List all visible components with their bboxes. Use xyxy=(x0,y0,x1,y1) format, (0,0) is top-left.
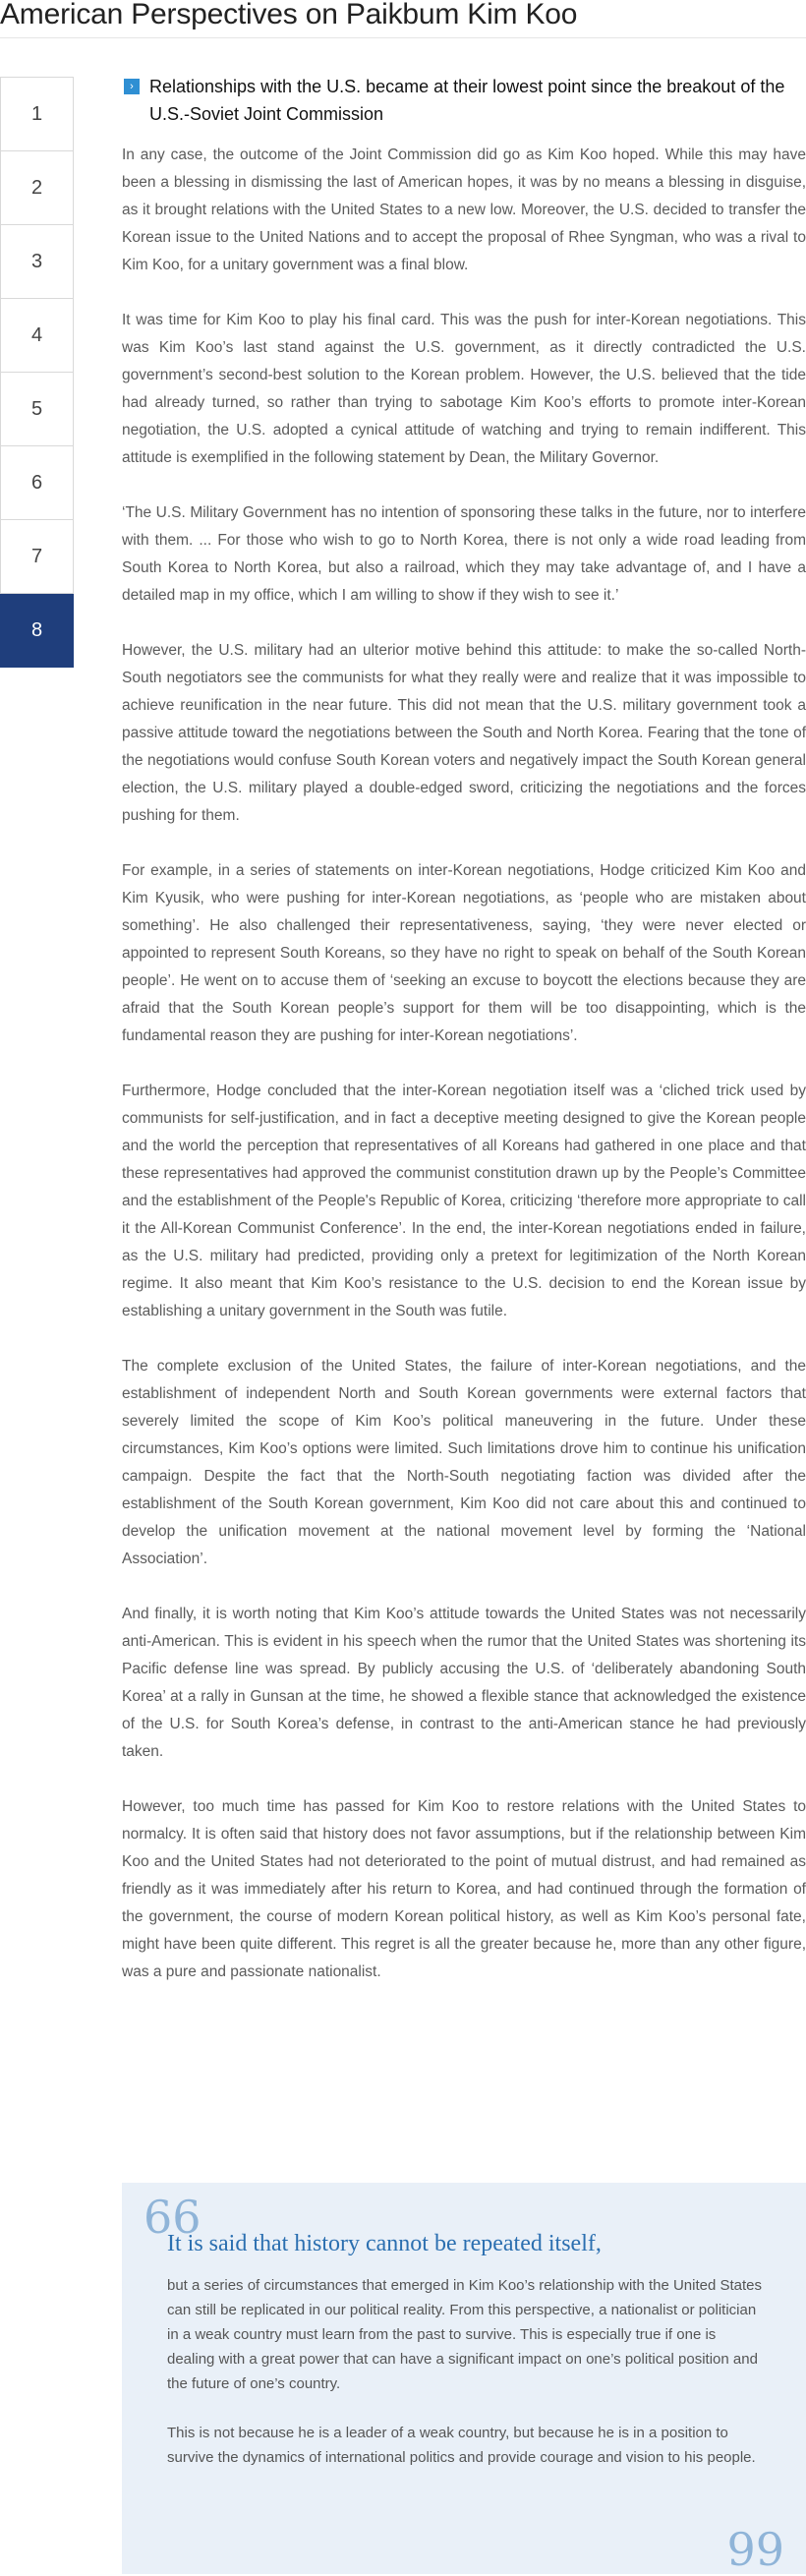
chevron-right-icon: › xyxy=(124,79,140,94)
pager-item-3[interactable]: 3 xyxy=(0,225,74,299)
paragraph: And finally, it is worth noting that Kim Koo’s attitude towards the United States was not necessarily anti-American. This is evident in his speech when the rumor that the United States was shortening its Pacific defense line was spread. By publicly accusing the U.S. of ‘deliberately abandoning South Korea’ at a rally in Gunsan at the time, he showed a flexible stance that acknowledged the existence of the U.S. for South Korea’s defense, in contrast to the anti-American stance he had previously taken. xyxy=(122,1606,806,1760)
paragraph: However, too much time has passed for Kim Koo to restore relations with the United States to normalcy. It is often said that history does not favor assumptions, but if the relationship between Kim Koo and the United States had not deteriorated to the point of mutual distrust, and had remained as friendly as it was immediately after his return to Korea, and had continued through the formation of the government, the course of modern Korean political history, as well as Kim Koo’s personal fate, might have been quite different. This regret is all the greater because he, more than any other figure, was a pure and passionate nationalist. xyxy=(122,1798,806,1980)
pager-item-7[interactable]: 7 xyxy=(0,520,74,594)
close-quote-icon: 99 xyxy=(726,2523,784,2576)
article-content xyxy=(122,73,806,1986)
chapter-pager xyxy=(0,77,74,668)
paragraph: For example, in a series of statements on inter-Korean negotiations, Hodge criticized Kim Koo and Kim Kyusik, who were pushing for inter-Korean negotiations, as ‘people who are mistaken about something’. He also challenged their representativeness, saying, ‘they were never elected or appointed to represent South Koreans, so they have no right to speak on behalf of the South Korean people’. He went on to accuse them of ‘seeking an excuse to boycott the elections because they are afraid that the South Korean people’s support for them will be too disappointing, which is the fundamental reason they are pushing for inter-Korean negotiations’. xyxy=(122,862,806,1044)
title-divider xyxy=(0,37,806,38)
page-title: American Perspectives on Paikbum Kim Koo xyxy=(0,0,578,30)
pager-item-2[interactable]: 2 xyxy=(0,151,74,225)
paragraph: Furthermore, Hodge concluded that the inter-Korean negotiation itself was a ‘cliched trick used by communists for self-justification, and in fact a deceptive meeting designed to give the Korean people and the world the perception that representatives of all Koreans had gathered in one place and that these representatives had approved the communist constitution drawn up by the People’s Committee and the establishment of the People's Republic of Korea, criticizing ‘therefore more appropriate to call it the All-Korean Communist Conference’. In the end, the inter-Korean negotiations ended in failure, as the U.S. military had predicted, providing only a pretext for legitimization of the North Korean regime. It also meant that Kim Koo’s resistance to the U.S. decision to end the Korean issue by establishing a unitary government in the South was futile. xyxy=(122,1083,806,1319)
pager-item-6[interactable]: 6 xyxy=(0,446,74,520)
pager-item-8[interactable]: 8 xyxy=(0,594,74,668)
quote-body xyxy=(167,2273,765,2470)
section-heading xyxy=(122,73,806,128)
pager-item-1[interactable]: 1 xyxy=(0,77,74,151)
pull-quote xyxy=(122,2183,806,2574)
quote-paragraph: This is not because he is a leader of a weak country, but because he is in a position to survive the dynamics of international politics and provide courage and vision to his people. xyxy=(167,2425,756,2466)
pager-item-4[interactable]: 4 xyxy=(0,299,74,373)
quote-paragraph: but a series of circumstances that emerged in Kim Koo’s relationship with the United States can still be replicated in our political reality. From this perspective, a nationalist or politician in a weak country must learn from the past to survive. This is especially true if one is dealing with a great power that can have a significant impact on one’s political position and the future of one’s country. xyxy=(167,2277,763,2392)
paragraph: However, the U.S. military had an ulterior motive behind this attitude: to make the so-called North-South negotiators see the communists for what they really were and realize that it was impossible to achieve reunification in the near future. This did not mean that the U.S. military government took a passive attitude toward the negotiations between the South and North Korea. Fearing that the tone of the negotiations would confuse South Korean voters and negatively impact the South Korean general election, the U.S. military played a double-edged sword, criticizing the negotiations and the forces pushing for them. xyxy=(122,642,806,824)
paragraph: In any case, the outcome of the Joint Commission did go as Kim Koo hoped. While this may have been a blessing in dismissing the last of American hopes, it was by no means a blessing in disguise, as it brought relations with the United States to a new low. Moreover, the U.S. decided to transfer the Korean issue to the United Nations and to accept the proposal of Rhee Syngman, who was a rival to Kim Koo, for a unitary government was a final blow. xyxy=(122,146,806,273)
section-heading-text: Relationships with the U.S. became at their lowest point since the breakout of the U.S.-Soviet Joint Commission xyxy=(149,77,785,124)
paragraph: It was time for Kim Koo to play his final card. This was the push for inter-Korean negotiations. This was Kim Koo’s last stand against the U.S. government, as it directly contradicted the U.S. government’s second-best solution to the Korean problem. However, the U.S. believed that the tide had already turned, so rather than trying to sabotage Kim Koo’s efforts to promote inter-Korean negotiation, the U.S. adopted a cynical attitude of watching and trying to remain indifferent. This attitude is exemplified in the following statement by Dean, the Military Governor. xyxy=(122,312,806,466)
paragraph: ‘The U.S. Military Government has no intention of sponsoring these talks in the future, nor to interfere with them. ... For those who wish to go to North Korea, there is not only a wide road leading from South Korea to North Korea, but also a railroad, which they may take advantage of, and I have a detailed map in my office, which I am willing to show if they wish to see it.’ xyxy=(122,504,806,604)
paragraph: The complete exclusion of the United States, the failure of inter-Korean negotiations, and the establishment of independent North and South Korean governments were external factors that severely limited the scope of Kim Koo’s political maneuvering in the future. Under these circumstances, Kim Koo’s options were limited. Such limitations drove him to continue his unification campaign. Despite the fact that the North-South negotiating faction was divided after the establishment of the South Korean government, Kim Koo did not care about this and continued to develop the unification movement at the national movement level by forming the ‘National Association’. xyxy=(122,1358,806,1567)
quote-lead: It is said that history cannot be repeated itself, xyxy=(167,2231,602,2256)
open-quote-icon: 66 xyxy=(144,2191,202,2244)
pager-item-5[interactable]: 5 xyxy=(0,373,74,446)
